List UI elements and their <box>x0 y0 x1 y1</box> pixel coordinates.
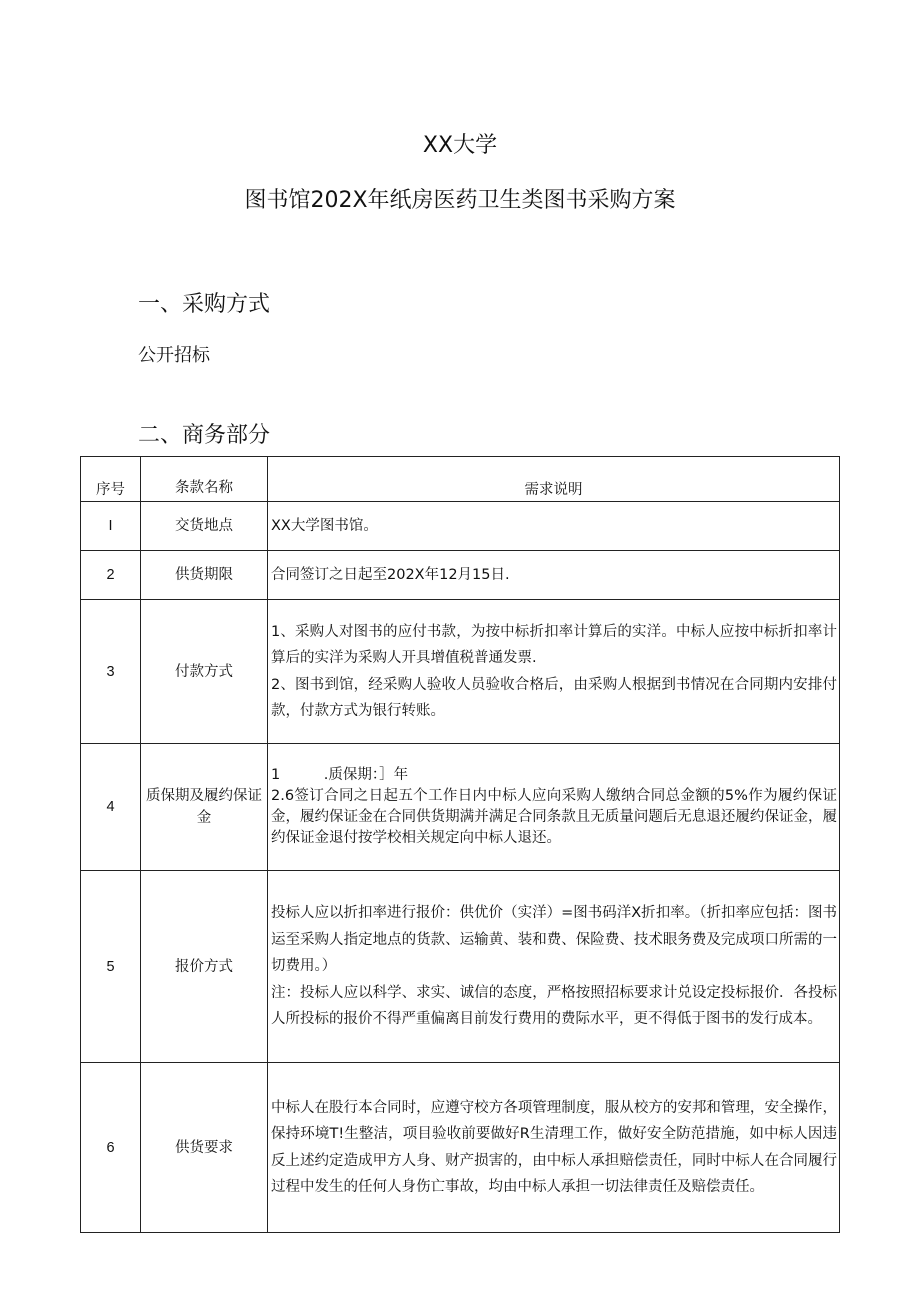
row-requirement <box>268 502 840 551</box>
table-header-row <box>81 457 840 502</box>
procurement-method-value: 公开招标 <box>138 345 210 366</box>
row-index: 6 <box>81 1063 141 1233</box>
university-title: XX大学 <box>422 133 498 158</box>
document-title: 图书馆202X年纸房医药卫生类图书采购方案 <box>244 188 676 213</box>
table-row <box>81 551 840 600</box>
row-index: 2 <box>81 551 141 600</box>
table-row <box>81 744 840 871</box>
row-requirement <box>268 551 840 600</box>
header-requirement: 需求说明 <box>268 457 840 502</box>
requirement-paragraph: 2、图书到馆，经采购人验收人员验收合格后，由采购人根据到书情况在合同期内安排付款，付款方式为银行转账。 <box>271 676 837 719</box>
requirement-paragraph: XX大学图书馆。 <box>271 517 378 534</box>
requirement-paragraph: 1、采购人对图书的应付书款，为按中标折扣率计算后的实洋。中标人应按中标折扣率计算后的实洋为采购人开具增值税普通发票. <box>271 623 837 666</box>
table-row <box>81 871 840 1063</box>
row-clause-name: 供货期限 <box>141 551 268 600</box>
business-terms-table <box>80 456 840 1233</box>
row-index: 3 <box>81 600 141 744</box>
row-requirement <box>268 871 840 1063</box>
requirement-paragraph: 2.6签订合同之日起五个工作日内中标人应向采购人缴纳合同总金额的5%作为履约保证金，履约保证金在合同供货期满并满足合同条款且无质量问题后无息退还履约保证金，履约保证金退付按学校相关规定向中标人退还。 <box>271 788 837 846</box>
row-index: 5 <box>81 871 141 1063</box>
header-clause-name: 条款名称 <box>141 457 268 502</box>
header-index: 序号 <box>81 457 141 502</box>
requirement-paragraph: 1 .质保期：］年 <box>271 767 409 783</box>
row-requirement <box>268 1063 840 1233</box>
section-heading-procurement-method: 一、采购方式 <box>138 292 271 317</box>
table-row <box>81 502 840 551</box>
row-clause-name: 质保期及履约保证金 <box>141 744 268 871</box>
row-clause-name: 付款方式 <box>141 600 268 744</box>
row-requirement <box>268 600 840 744</box>
row-index: I <box>81 502 141 551</box>
table-row <box>81 600 840 744</box>
requirement-paragraph: 中标人在股行本合同时，应遵守校方各项管理制度，服从校方的安邦和管理，安全操作，保持环境T!生整洁，项目验收前要做好R生清理工作，做好安全防范措施，如中标人因违反上述约定造成甲方人身、财产损害的，由中标人承担赔偿责任，同时中标人在合同履行过程中发生的任何人身伤亡事故，均由中标人承担一切法律责任及赔偿责任。 <box>271 1099 837 1195</box>
row-clause-name: 报价方式 <box>141 871 268 1063</box>
table-row <box>81 1063 840 1233</box>
requirement-paragraph: 投标人应以折扣率进行报价：供优价（实洋）=图书码洋X折扣率。（折扣率应包括：图书运至采购人指定地点的货款、运输黄、装和费、保险费、技术眼务费及完成项口所需的一切费用。） <box>271 905 837 975</box>
row-index: 4 <box>81 744 141 871</box>
requirement-paragraph: 合同签订之日起至202X年12月15日. <box>271 566 510 583</box>
row-clause-name: 交货地点 <box>141 502 268 551</box>
row-requirement <box>268 744 840 871</box>
row-clause-name: 供货要求 <box>141 1063 268 1233</box>
section-heading-business: 二、商务部分 <box>138 423 271 448</box>
requirement-paragraph: 注：投标人应以科学、求实、诚信的态度，严格按照招标要求计兑设定投标报价．各投标人所投标的报价不得严重偏离目前发行费用的费际水平，更不得低于图书的发行成本。 <box>271 984 837 1028</box>
